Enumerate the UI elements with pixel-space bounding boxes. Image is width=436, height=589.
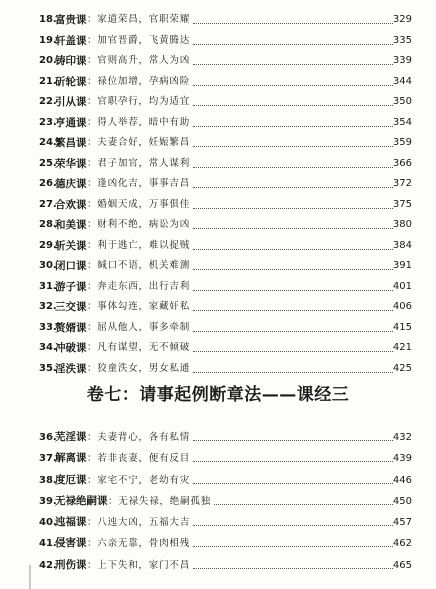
leader-dots bbox=[193, 461, 393, 462]
chapter-heading: 卷七：请事起例断章法——课经三 bbox=[86, 385, 350, 405]
toc-entry[interactable] bbox=[0, 427, 436, 448]
entry-title: 侵害课 bbox=[55, 537, 87, 550]
leader-dots bbox=[193, 310, 393, 311]
entry-number: 42. bbox=[39, 559, 57, 571]
entry-page-number: 372 bbox=[392, 178, 412, 189]
entry-number: 35. bbox=[39, 362, 57, 374]
entry-number: 26. bbox=[39, 178, 57, 189]
leader-dots bbox=[193, 146, 393, 147]
entry-description: ：无禄失禄，绝嗣孤独 bbox=[108, 495, 212, 507]
toc-entry[interactable] bbox=[0, 359, 436, 380]
entry-number: 19. bbox=[39, 34, 57, 46]
entry-number: 32. bbox=[39, 301, 57, 312]
entry-number: 20. bbox=[39, 55, 57, 66]
entry-description: ：婚姻天成，万事俱佳 bbox=[87, 198, 191, 210]
entry-title: 德庆课 bbox=[55, 178, 87, 190]
entry-title: 赘婿课 bbox=[55, 321, 87, 334]
entry-title: 芜淫课 bbox=[55, 431, 87, 443]
entry-number: 31. bbox=[39, 280, 57, 292]
entry-page-number: 462 bbox=[392, 538, 412, 550]
entry-description: ：八迍大凶，五福大吉 bbox=[87, 517, 191, 529]
entry-page-number: 425 bbox=[392, 362, 412, 374]
entry-title: 亨通课 bbox=[55, 116, 87, 129]
leader-dots bbox=[193, 64, 393, 65]
entry-number: 38. bbox=[39, 474, 57, 486]
entry-description: ：狡童泆女，男女私通 bbox=[87, 362, 191, 374]
entry-page-number: 406 bbox=[392, 301, 412, 312]
entry-page-number: 421 bbox=[392, 342, 412, 353]
entry-title: 迍福课 bbox=[55, 516, 87, 529]
leader-dots bbox=[193, 187, 393, 188]
leader-dots bbox=[193, 23, 393, 24]
entry-description: ：事体勾连，家藏奸私 bbox=[87, 301, 191, 312]
entry-page-number: 329 bbox=[392, 14, 412, 25]
entry-title: 轩盖课 bbox=[55, 34, 87, 47]
entry-number: 21. bbox=[39, 75, 57, 87]
entry-description: ：奔走东西，出行吉利 bbox=[87, 280, 191, 292]
entry-description: ：夫妻合好，妊娠繁昌 bbox=[87, 137, 191, 148]
entry-title: 合欢课 bbox=[55, 198, 87, 211]
entry-page-number: 380 bbox=[392, 219, 412, 230]
entry-description: ：财利不绝，病讼为凶 bbox=[87, 219, 191, 230]
leader-dots bbox=[193, 269, 393, 270]
entry-number: 28. bbox=[39, 219, 57, 230]
toc-entry[interactable] bbox=[0, 215, 436, 236]
entry-title: 度厄课 bbox=[55, 473, 87, 486]
toc-section-b bbox=[0, 427, 436, 576]
entry-title: 闭口课 bbox=[55, 260, 87, 272]
entry-page-number: 439 bbox=[392, 453, 412, 465]
entry-title: 淫泆课 bbox=[55, 362, 87, 375]
entry-description: ：官则高升，常人为凶 bbox=[87, 55, 191, 66]
entry-number: 37. bbox=[39, 453, 57, 465]
leader-dots bbox=[193, 44, 393, 45]
entry-description: ：得人举荐，暗中有助 bbox=[87, 116, 191, 128]
entry-description: ：上下失和，家门不昌 bbox=[87, 559, 191, 571]
toc-entry[interactable] bbox=[0, 154, 436, 175]
toc-entry[interactable] bbox=[0, 133, 436, 154]
toc-entry[interactable] bbox=[0, 195, 436, 216]
entry-page-number: 344 bbox=[392, 75, 412, 87]
entry-description: ：君子加官，常人谋利 bbox=[87, 157, 191, 169]
toc-entry[interactable] bbox=[0, 491, 436, 512]
entry-description: ：利于逃亡，难以捉贼 bbox=[87, 239, 191, 251]
toc-entry[interactable] bbox=[0, 113, 436, 134]
toc-entry[interactable] bbox=[0, 512, 436, 533]
entry-description: ：禄位加增，孕病凶险 bbox=[87, 75, 191, 87]
entry-number: 27. bbox=[39, 198, 57, 210]
entry-number: 22. bbox=[39, 96, 57, 107]
entry-title: 荣华课 bbox=[55, 157, 87, 170]
entry-page-number: 465 bbox=[392, 559, 412, 571]
entry-description: ：凡有谋望，无不倾破 bbox=[87, 342, 191, 353]
entry-description: ：屈从他人，事多牵制 bbox=[87, 321, 191, 333]
entry-number: 33. bbox=[39, 321, 57, 333]
entry-page-number: 339 bbox=[392, 55, 412, 66]
leader-dots bbox=[193, 372, 393, 373]
entry-title: 冲破课 bbox=[55, 342, 87, 354]
toc-entry[interactable] bbox=[0, 72, 436, 93]
entry-description: ：逢凶化吉，事事吉昌 bbox=[87, 178, 191, 189]
entry-page-number: 350 bbox=[392, 96, 412, 107]
entry-page-number: 450 bbox=[392, 495, 412, 507]
leader-dots bbox=[193, 351, 393, 352]
leader-dots bbox=[193, 440, 393, 441]
entry-number: 29. bbox=[39, 239, 57, 251]
entry-title: 无禄绝嗣课 bbox=[55, 494, 108, 507]
entry-title: 游子课 bbox=[55, 280, 87, 293]
entry-page-number: 401 bbox=[392, 280, 412, 292]
toc-entry[interactable] bbox=[0, 51, 436, 72]
toc-entry[interactable] bbox=[0, 92, 436, 113]
entry-page-number: 391 bbox=[392, 260, 412, 271]
entry-page-number: 457 bbox=[392, 517, 412, 529]
leader-dots bbox=[193, 483, 393, 484]
toc-entry[interactable] bbox=[0, 338, 436, 359]
leader-dots bbox=[193, 208, 393, 209]
leader-dots bbox=[193, 167, 393, 168]
entry-title: 引从课 bbox=[55, 96, 87, 108]
entry-number: 34. bbox=[39, 342, 57, 353]
leader-dots bbox=[193, 568, 393, 569]
entry-number: 30. bbox=[39, 260, 57, 271]
entry-description: ：家道荣昌，官职荣耀 bbox=[87, 14, 191, 25]
entry-title: 斩关课 bbox=[55, 239, 87, 252]
entry-title: 解离课 bbox=[55, 452, 87, 465]
entry-description: ：官职孕行，均为适宜 bbox=[87, 96, 191, 107]
entry-description: ：缄口不语，机关难测 bbox=[87, 260, 191, 271]
entry-title: 刑伤课 bbox=[55, 558, 87, 571]
entry-page-number: 415 bbox=[392, 321, 412, 333]
entry-description: ：夫妻背心，各有私情 bbox=[87, 432, 191, 443]
toc-entry[interactable] bbox=[0, 31, 436, 52]
entry-page-number: 384 bbox=[392, 239, 412, 251]
entry-page-number: 375 bbox=[392, 198, 412, 210]
entry-title: 繁昌课 bbox=[55, 137, 87, 149]
toc-entry[interactable] bbox=[0, 236, 436, 257]
toc-entry[interactable] bbox=[0, 318, 436, 339]
leader-dots bbox=[193, 546, 393, 547]
entry-number: 25. bbox=[39, 157, 57, 169]
entry-number: 18. bbox=[39, 14, 57, 25]
leader-dots bbox=[193, 525, 393, 526]
toc-entry[interactable] bbox=[0, 555, 436, 576]
entry-number: 24. bbox=[39, 137, 57, 148]
leader-dots bbox=[214, 504, 393, 505]
leader-dots bbox=[193, 126, 393, 127]
toc-entry[interactable] bbox=[0, 277, 436, 298]
entry-title: 铸印课 bbox=[55, 55, 87, 67]
entry-page-number: 359 bbox=[392, 137, 412, 148]
toc-entry[interactable] bbox=[0, 10, 436, 31]
entry-description: ：六亲无靠，骨肉相残 bbox=[87, 538, 191, 550]
leader-dots bbox=[193, 105, 393, 106]
toc-section-a bbox=[0, 10, 436, 379]
entry-description: ：若非丧妻，便有反目 bbox=[87, 453, 191, 465]
entry-description: ：家宅不宁，老幼有灾 bbox=[87, 474, 191, 486]
entry-page-number: 432 bbox=[392, 432, 412, 443]
entry-description: ：加官晋爵，飞黄腾达 bbox=[87, 34, 191, 46]
leader-dots bbox=[193, 331, 393, 332]
page-edge-shadow bbox=[29, 565, 31, 589]
toc-entry[interactable] bbox=[0, 256, 436, 277]
entry-number: 23. bbox=[39, 116, 57, 128]
entry-number: 40. bbox=[39, 517, 57, 529]
entry-title: 富贵课 bbox=[55, 14, 87, 26]
entry-number: 39. bbox=[39, 495, 57, 507]
toc-entry[interactable] bbox=[0, 470, 436, 491]
toc-entry[interactable] bbox=[0, 448, 436, 469]
entry-title: 斫轮课 bbox=[55, 75, 87, 88]
entry-page-number: 335 bbox=[392, 34, 412, 46]
toc-entry[interactable] bbox=[0, 533, 436, 554]
entry-page-number: 366 bbox=[392, 157, 412, 169]
toc-entry[interactable] bbox=[0, 297, 436, 318]
entry-number: 36. bbox=[39, 432, 57, 443]
entry-page-number: 354 bbox=[392, 116, 412, 128]
leader-dots bbox=[193, 228, 393, 229]
leader-dots bbox=[193, 249, 393, 250]
toc-entry[interactable] bbox=[0, 174, 436, 195]
leader-dots bbox=[193, 290, 393, 291]
entry-page-number: 446 bbox=[392, 474, 412, 486]
entry-title: 和美课 bbox=[55, 219, 87, 231]
entry-number: 41. bbox=[39, 538, 57, 550]
leader-dots bbox=[193, 85, 393, 86]
entry-title: 三交课 bbox=[55, 301, 87, 313]
